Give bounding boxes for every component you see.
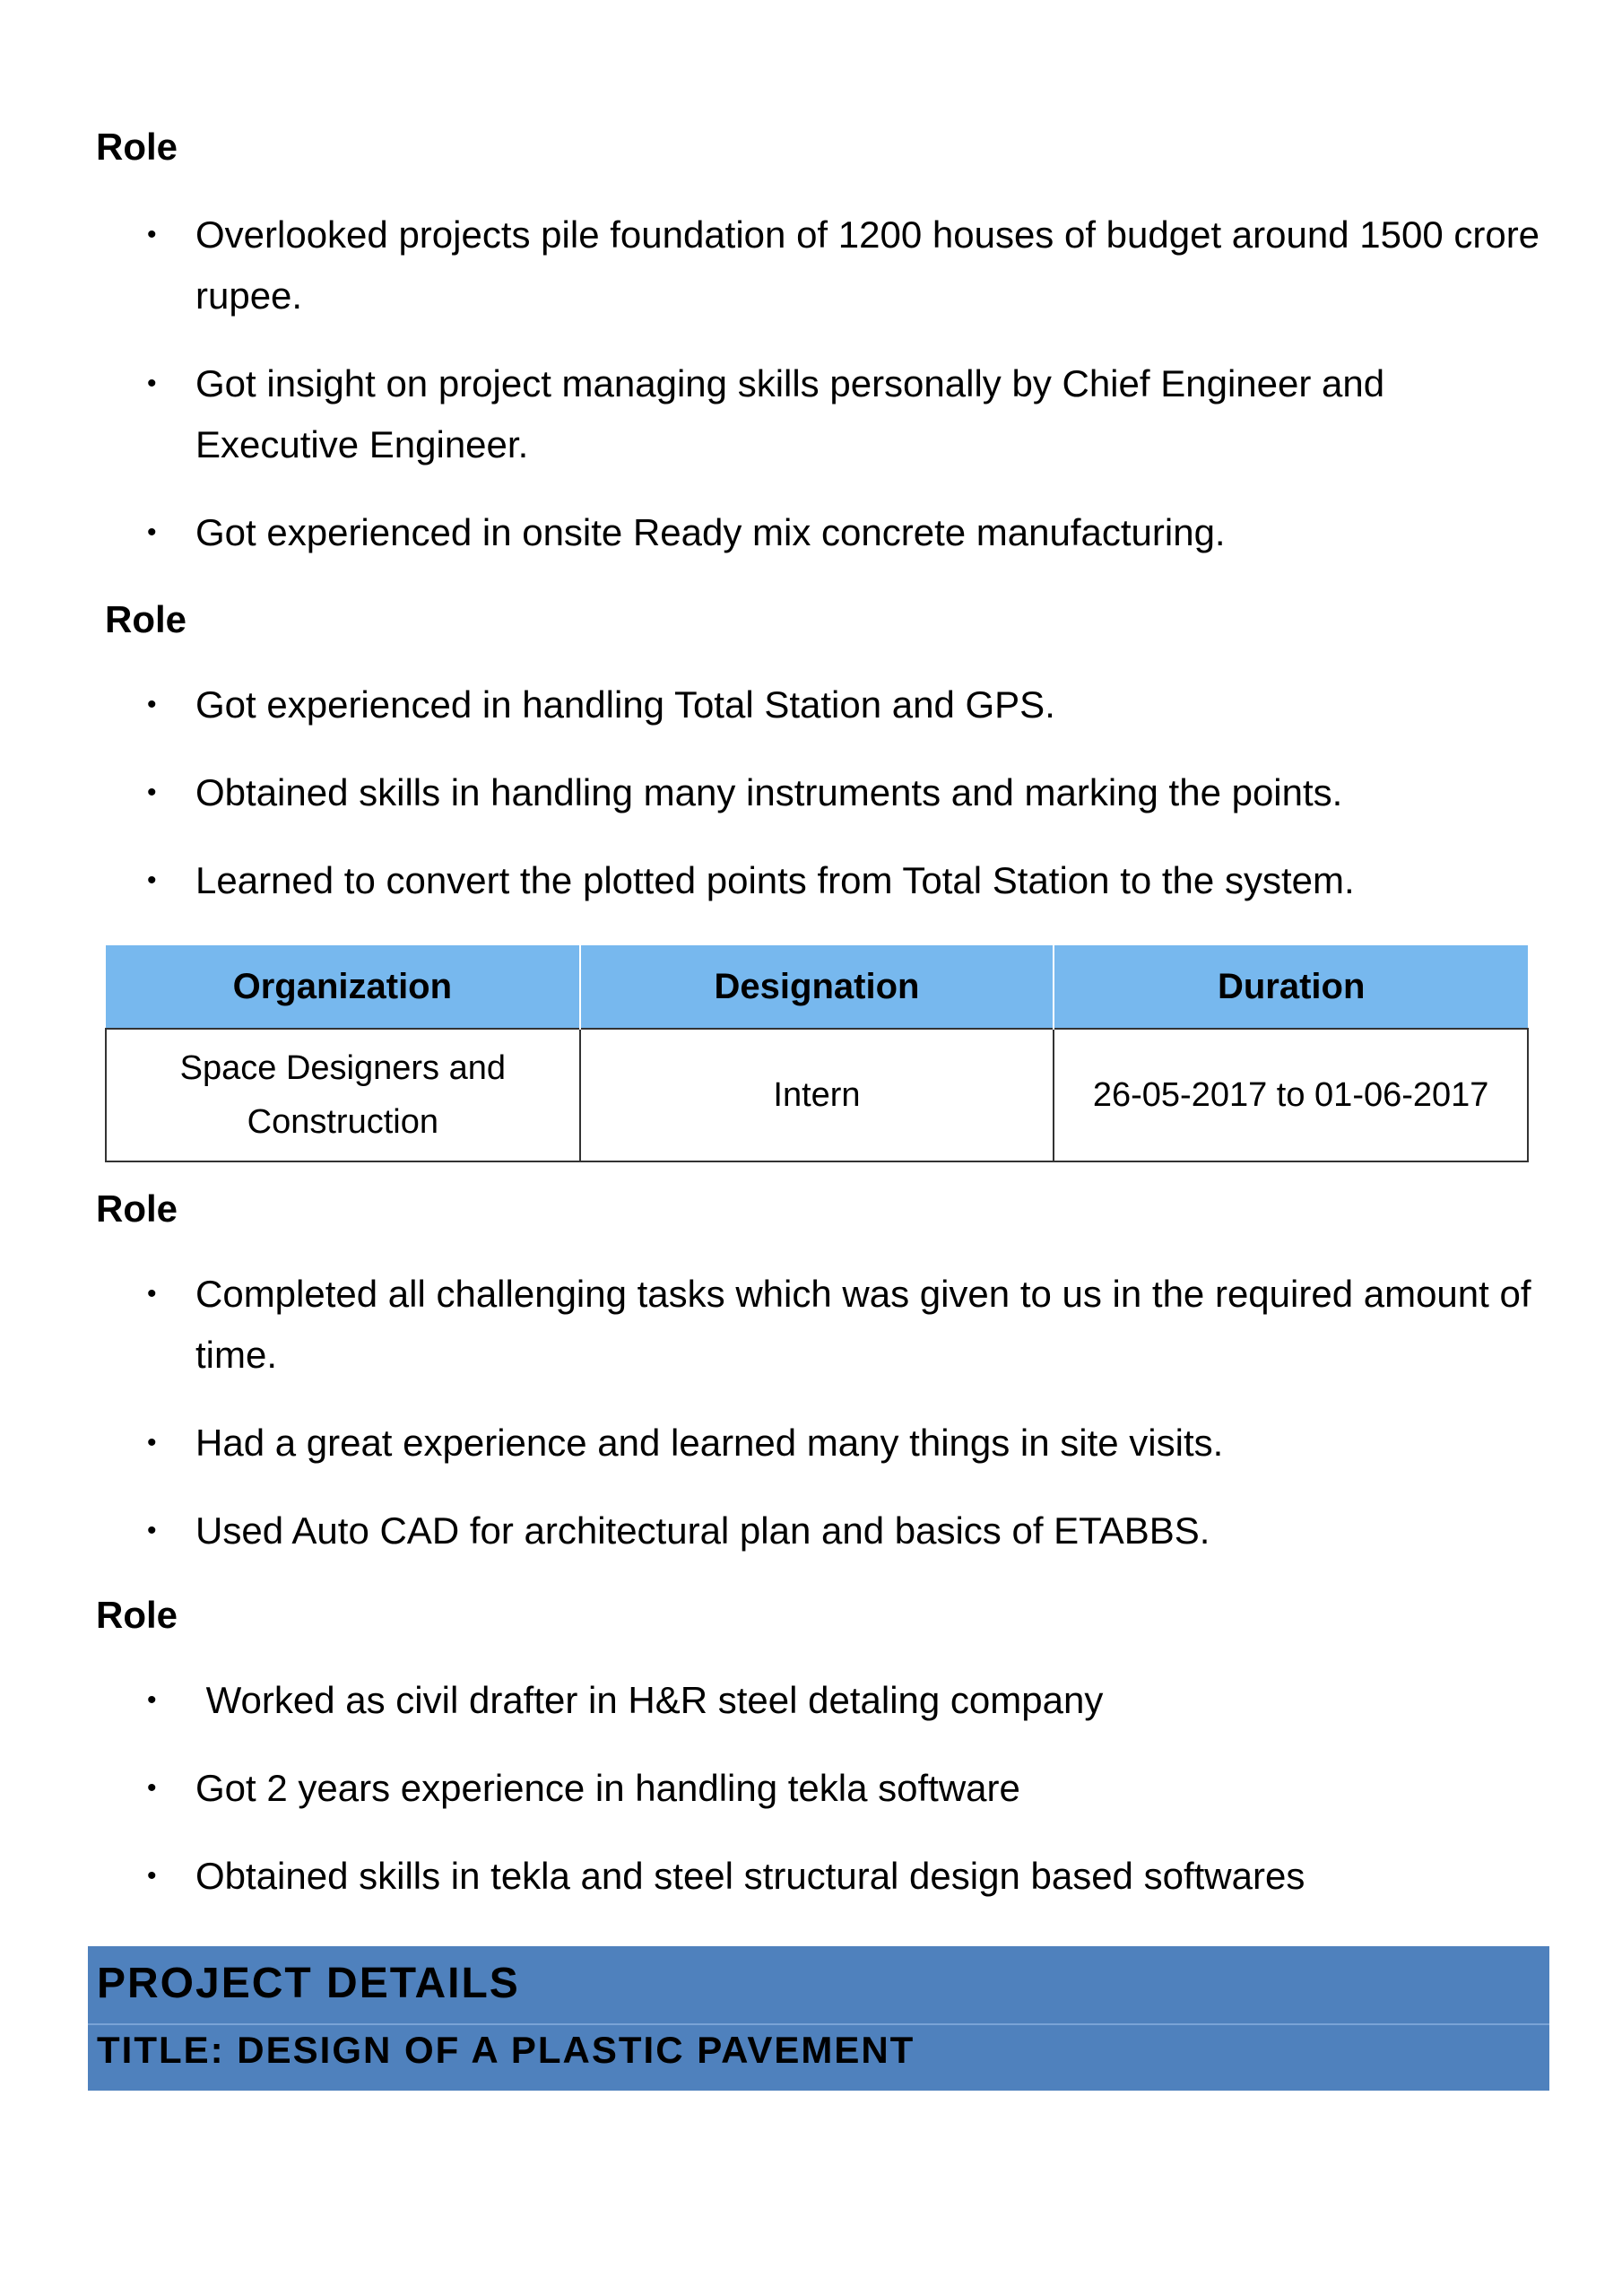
table-header-row: [106, 945, 1528, 1029]
bullet-icon: •: [147, 778, 157, 807]
list-item: [143, 674, 1542, 735]
bullet-icon: •: [147, 1428, 157, 1457]
column-header-designation: Designation: [580, 945, 1054, 1029]
cell-duration: 26-05-2017 to 01-06-2017: [1054, 1029, 1528, 1161]
bullet-icon: •: [147, 1685, 157, 1715]
cell-organization: Space Designers and Construction: [106, 1029, 580, 1161]
list-item-text: Got insight on project managing skills personally by Chief Engineer and Executive Engineer.: [195, 362, 1385, 465]
role-heading: Role: [96, 1187, 178, 1230]
role-heading: Role: [96, 1594, 178, 1636]
list-item: [143, 204, 1542, 326]
list-item: [143, 1264, 1542, 1386]
list-item-text: Got 2 years experience in handling tekla software: [195, 1767, 1020, 1809]
project-title: TITLE: DESIGN OF A PLASTIC PAVEMENT: [97, 2029, 915, 2071]
bullet-icon: •: [147, 369, 157, 398]
bullet-icon: •: [147, 1516, 157, 1545]
list-item: [143, 502, 1542, 563]
role-bullet-list: [143, 1670, 1542, 1934]
column-header-duration: Duration: [1054, 945, 1528, 1029]
list-item-text: Obtained skills in tekla and steel structural design based softwares: [195, 1855, 1305, 1897]
cell-designation: Intern: [580, 1029, 1054, 1161]
column-header-organization: Organization: [106, 945, 580, 1029]
bullet-icon: •: [147, 690, 157, 719]
project-details-banner: [88, 1946, 1549, 2091]
list-item: [143, 850, 1542, 911]
list-item: [143, 1500, 1542, 1561]
list-item: [143, 1413, 1542, 1474]
list-item-text: Completed all challenging tasks which was given to us in the required amount of time.: [195, 1273, 1531, 1376]
list-item-text: Worked as civil drafter in H&R steel detaling company: [195, 1679, 1104, 1721]
list-item: [143, 1758, 1542, 1819]
project-details-heading: PROJECT DETAILS: [97, 1960, 520, 2007]
role-bullet-list: [143, 204, 1542, 590]
bullet-icon: •: [147, 865, 157, 895]
banner-divider: [88, 2023, 1549, 2025]
role-heading: Role: [96, 126, 178, 168]
list-item-text: Got experienced in onsite Ready mix concrete manufacturing.: [195, 511, 1226, 553]
bullet-icon: •: [147, 1773, 157, 1803]
list-item: [143, 1670, 1542, 1731]
table-row: [106, 1029, 1528, 1161]
role-heading: Role: [105, 598, 187, 640]
experience-table: [105, 945, 1529, 1162]
list-item: [143, 353, 1542, 475]
role-bullet-list: [143, 1264, 1542, 1588]
bullet-icon: •: [147, 1279, 157, 1309]
list-item-text: Got experienced in handling Total Station and GPS.: [195, 683, 1055, 726]
list-item-text: Overlooked projects pile foundation of 1200 houses of budget around 1500 crore rupee.: [195, 213, 1540, 317]
role-bullet-list: [143, 674, 1542, 938]
bullet-icon: •: [147, 220, 157, 249]
bullet-icon: •: [147, 1861, 157, 1891]
list-item-text: Learned to convert the plotted points from Total Station to the system.: [195, 859, 1355, 901]
list-item: [143, 762, 1542, 823]
bullet-icon: •: [147, 517, 157, 547]
list-item-text: Obtained skills in handling many instruments and marking the points.: [195, 771, 1343, 813]
list-item: [143, 1846, 1542, 1907]
list-item-text: Used Auto CAD for architectural plan and basics of ETABBS.: [195, 1509, 1210, 1552]
list-item-text: Had a great experience and learned many things in site visits.: [195, 1422, 1224, 1464]
